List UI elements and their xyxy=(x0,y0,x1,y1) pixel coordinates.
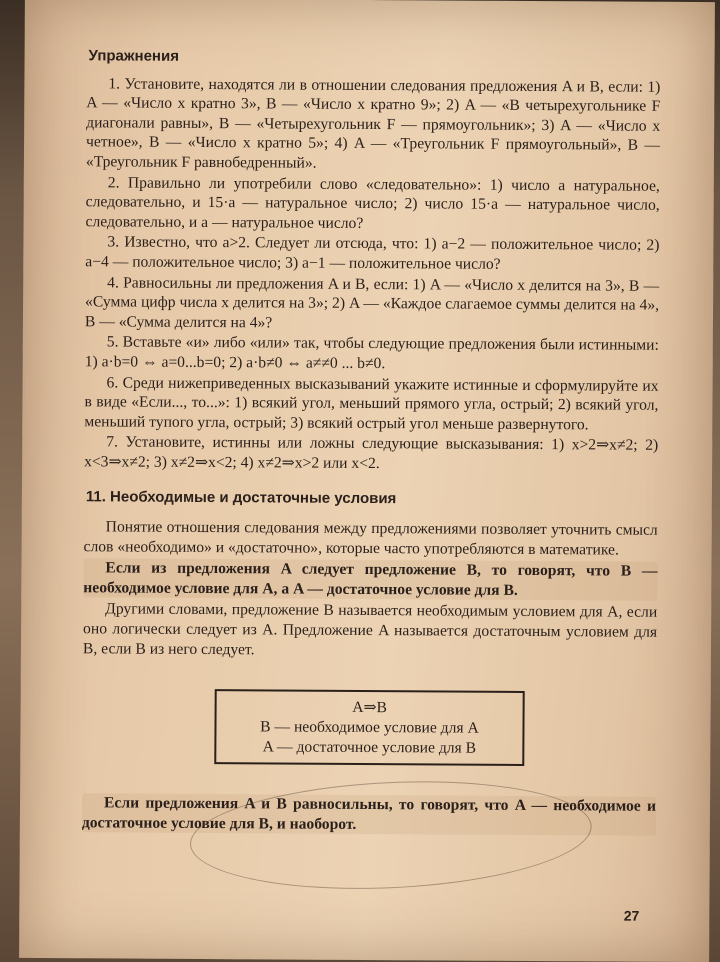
box-necessary-line: B — необходимое условие для A xyxy=(260,718,479,737)
summary-box xyxy=(214,689,524,766)
exercise-6: 6. Среди нижеприведенных высказываний укажите истинные и сформулируйте их в виде «Если..., то...»: 1) всякий угол, меньший прямого угла, острый; 2) всякий угол, меньший тупого угла, острый; 3) всякий острый угол меньше развернутого. xyxy=(84,373,659,434)
intro-paragraph: Понятие отношения следования между предложениями позволяет уточнить смысл слов «необходимо» и «достаточно», которые часто употребляются в математике. xyxy=(83,518,658,559)
book-page xyxy=(19,0,715,962)
equivalence-paragraph: Если предложения A и B равносильны, то говорят, что A — необходимое и достаточное условие для B, и наоборот. xyxy=(82,793,656,836)
section-title: 11. Необходимые и достаточные условия xyxy=(85,488,397,508)
box-implication: A⇒B xyxy=(352,699,388,717)
exercise-7: 7. Установите, истинны или ложны следующие высказывания: 1) x>2⇒x≠2; 2) x<3⇒x≠2; 3) x≠2⇒x<2; 4) x≠2⇒x>2 или x<2. xyxy=(84,433,659,472)
exercise-5: 5. Вставьте «и» либо «или» так, чтобы следующие предложения были истинными: 1) a·b=0 ⇔ a=0...b=0; 2) a·b≠0 ⇔ a≠≠0 ... b≠0. xyxy=(84,333,659,373)
definition-paragraph: Если из предложения A следует предложение B, то говорят, что B — необходимое условие для A, а A — достаточное условие для B. xyxy=(83,559,657,602)
exercise-1: 1. Установите, находятся ли в отношении следования предложения A и B, если: 1) A — «Число x кратно 3», B — «Число x кратно 9»; 2) A — «В четырехугольнике F диагонали равны», B — «Четырехугольник F — прямоугольник»; 3) A — «Число x четное», B — «Число x кратно 5»; 4) A — «Треугольник F прямоугольный», B — «Треугольник F равнобедренный». xyxy=(85,75,661,172)
exercise-2: 2. Правильно ли употребили слово «следовательно»: 1) число a натуральное, следовательно, и 15·a — натуральное число; 2) число 15·a — натуральное число, следовательно, и a — натуральное число? xyxy=(85,173,660,232)
page-number: 27 xyxy=(623,907,640,924)
exercise-3: 3. Известно, что a>2. Следует ли отсюда, что: 1) a−2 — положительное число; 2) a−4 — положительное число; 3) a−1 — положительное число? xyxy=(85,233,660,273)
exercises-heading: Упражнения xyxy=(88,47,180,65)
page-content xyxy=(82,46,661,836)
box-sufficient-line: A — достаточное условие для B xyxy=(262,738,477,757)
exercise-4: 4. Равносильны ли предложения A и B, если: 1) A — «Число x делится на 3», B — «Сумма цифр числа x делится на 3»; 2) A — «Каждое слагаемое суммы делится на 4», B — «Сумма делится на 4»? xyxy=(84,273,660,332)
other-words-paragraph: Другими словами, предложение B называется необходимым условием для A, если оно логически следует из A. Предложение A называется достаточным условием для B, если B из него следует. xyxy=(82,600,658,658)
